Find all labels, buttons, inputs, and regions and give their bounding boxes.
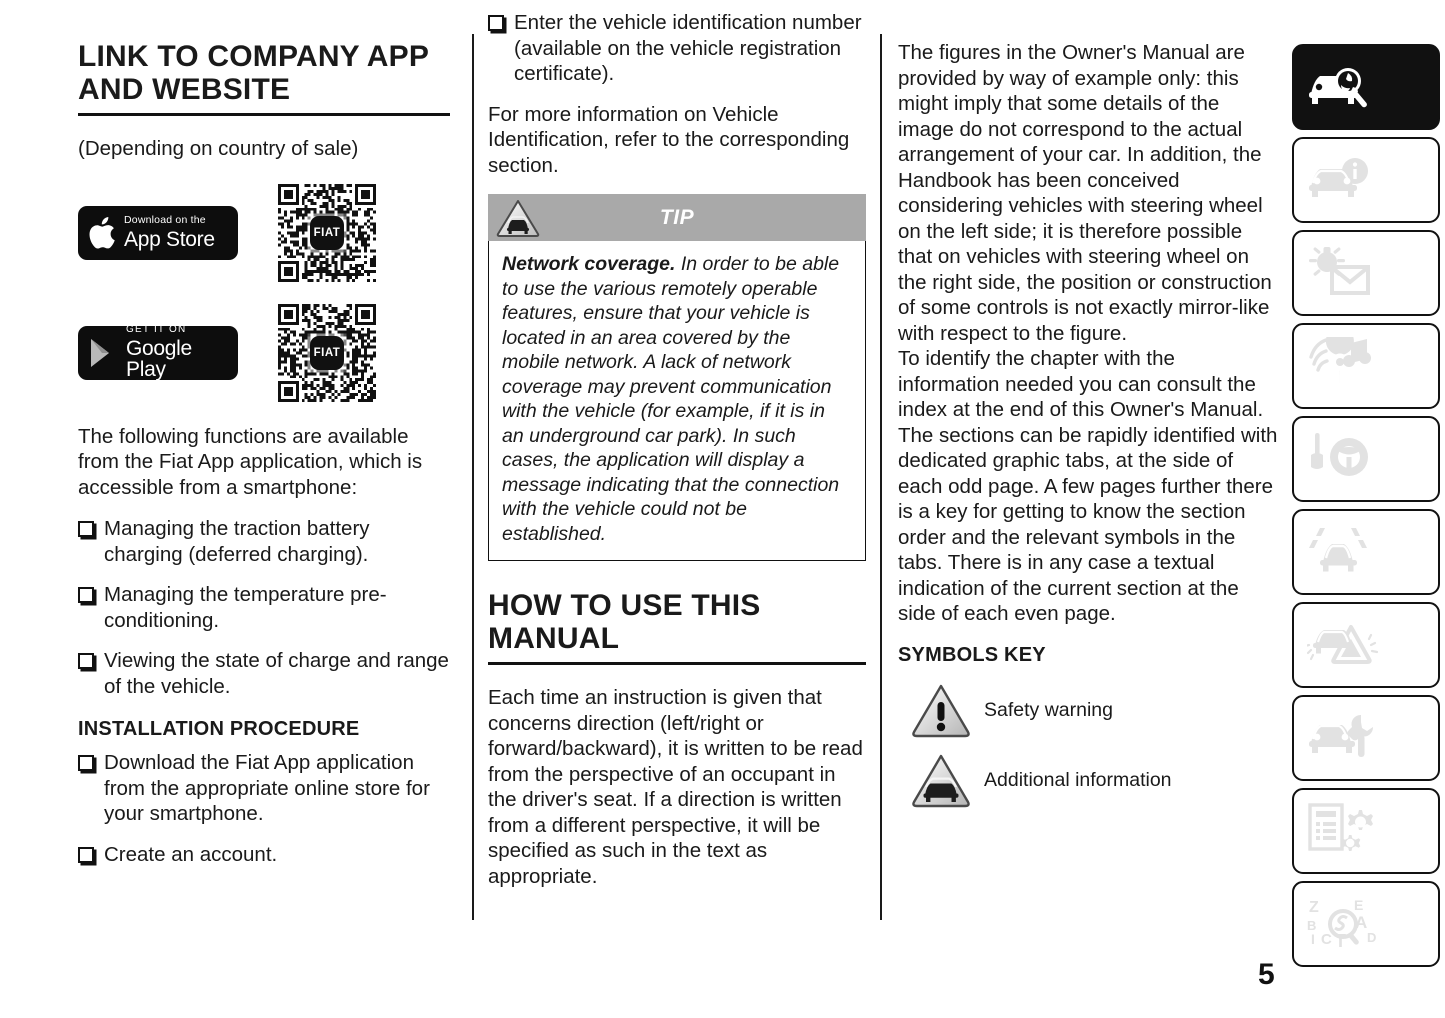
list-item bbox=[78, 750, 450, 827]
title-rule bbox=[78, 113, 450, 116]
svg-text:D: D bbox=[1367, 929, 1377, 945]
tab-emergency[interactable] bbox=[1292, 602, 1440, 688]
square-bullet-icon bbox=[78, 653, 94, 669]
right-column bbox=[898, 40, 1278, 808]
app-store-big: App Store bbox=[124, 227, 215, 251]
car-wrench-icon bbox=[1307, 711, 1381, 766]
vin-step-list bbox=[488, 10, 866, 87]
subtitle: (Depending on country of sale) bbox=[78, 137, 359, 160]
google-play-small: GET IT ON bbox=[126, 324, 187, 335]
page-title: LINK TO COMPANY APP AND WEBSITE bbox=[78, 40, 429, 106]
svg-text:A: A bbox=[1355, 912, 1368, 932]
app-store-small: Download on the bbox=[124, 214, 206, 227]
column-divider-2 bbox=[880, 34, 882, 920]
page-number: 5 bbox=[1258, 958, 1275, 991]
column-divider-1 bbox=[472, 34, 474, 920]
list-item bbox=[78, 842, 450, 868]
functions-list bbox=[78, 516, 450, 699]
left-column bbox=[78, 40, 450, 882]
alphabet-magnifier-icon bbox=[1307, 896, 1397, 953]
svg-text:I: I bbox=[1311, 930, 1315, 947]
square-bullet-icon bbox=[78, 587, 94, 603]
tip-header-bar bbox=[488, 194, 866, 241]
app-store-row bbox=[78, 184, 450, 282]
list-item-label: Create an account. bbox=[104, 842, 278, 866]
car-breakdown-triangle-icon bbox=[1307, 617, 1381, 674]
app-store-qr-code[interactable] bbox=[278, 184, 376, 282]
right-paragraph-1: The figures in the Owner's Manual are provided by way of example only: this might imply that some details of the image do not correspond to the actual arrangement of your car. In addition, the Handbook has been conceived considering vehicles with steering wheel on the left side; it is therefore possible that on vehicles with steering wheel on the right side, the position or construction of some controls is not exactly mirror-like with respect to the figure. bbox=[898, 41, 1272, 345]
tab-driver-assistance[interactable] bbox=[1292, 509, 1440, 595]
list-item-label: Enter the vehicle identification number (available on the vehicle registration certificate). bbox=[514, 11, 862, 85]
app-store-badge[interactable] bbox=[78, 206, 238, 260]
svg-text:Z: Z bbox=[1309, 898, 1319, 916]
google-play-badge[interactable] bbox=[78, 326, 238, 380]
list-item bbox=[78, 648, 450, 699]
google-play-text bbox=[126, 325, 227, 380]
gearstick-steering-wheel-icon bbox=[1307, 431, 1381, 488]
svg-text:C: C bbox=[1321, 930, 1332, 948]
warning-triangle-icon bbox=[898, 682, 984, 738]
lamp-envelope-icon bbox=[1307, 245, 1381, 302]
radio-location-music-icon bbox=[1307, 337, 1381, 396]
square-bullet-icon bbox=[78, 521, 94, 537]
svg-text:T: T bbox=[1335, 930, 1346, 948]
more-info-paragraph: For more information on Vehicle Identification, refer to the corresponding section. bbox=[488, 102, 850, 177]
tab-maintenance-care[interactable] bbox=[1292, 695, 1440, 781]
installation-list bbox=[78, 750, 450, 867]
google-play-big: Google Play bbox=[126, 337, 192, 381]
list-item bbox=[488, 10, 866, 87]
list-item-label: Managing the temperature pre-conditioning. bbox=[104, 583, 387, 632]
square-bullet-icon bbox=[78, 847, 94, 863]
tip-label: TIP bbox=[659, 205, 695, 229]
tab-getting-to-know-vehicle[interactable] bbox=[1292, 44, 1440, 130]
tip-body bbox=[488, 241, 866, 561]
google-play-icon bbox=[89, 338, 117, 368]
tab-infotainment[interactable] bbox=[1292, 323, 1440, 409]
list-item bbox=[78, 582, 450, 633]
symbol-row-additional-information bbox=[898, 752, 1278, 808]
functions-intro: The following functions are available from the Fiat App application, which is accessible from a smartphone: bbox=[78, 424, 423, 499]
apple-icon bbox=[89, 217, 115, 249]
qr-fiat-logo: FIAT bbox=[310, 336, 344, 370]
svg-text:B: B bbox=[1307, 917, 1317, 933]
middle-column bbox=[488, 11, 866, 905]
installation-heading: INSTALLATION PROCEDURE bbox=[78, 718, 360, 740]
car-magnifier-icon bbox=[1307, 60, 1381, 115]
car-info-icon bbox=[1307, 153, 1381, 208]
right-paragraph-3: The sections can be rapidly identified with dedicated graphic tabs, at the side of each odd page. A few pages further there is a key for getting to know the section order and the relevant symbols in the tabs. There is in any case a textual indication of the current section at the side of each even page. bbox=[898, 423, 1278, 625]
tip-lead: Network coverage. bbox=[502, 253, 676, 275]
google-play-row bbox=[78, 304, 450, 402]
manual-heading: HOW TO USE THIS MANUAL bbox=[488, 589, 761, 655]
square-bullet-icon bbox=[78, 755, 94, 771]
tab-technical-specifications[interactable] bbox=[1292, 788, 1440, 874]
qr-fiat-logo: FIAT bbox=[310, 216, 344, 250]
tab-starting-driving[interactable] bbox=[1292, 416, 1440, 502]
list-gears-icon bbox=[1307, 802, 1381, 861]
symbol-label: Additional information bbox=[984, 768, 1172, 791]
manual-paragraph: Each time an instruction is given that concerns direction (left/right or forward/backward), it is written to be read from the perspective of an occupant in the driver's seat. If a direction is written from a different perspective, it will be specified as such in the text as appropriate. bbox=[488, 686, 863, 888]
list-item-label: Managing the traction battery charging (deferred charging). bbox=[104, 517, 370, 566]
list-item-label: Download the Fiat App application from the appropriate online store for your smartphone. bbox=[104, 751, 430, 825]
symbol-row-safety-warning bbox=[898, 682, 1278, 738]
google-play-qr-code[interactable] bbox=[278, 304, 376, 402]
store-badges bbox=[78, 184, 450, 402]
car-triangle-icon bbox=[495, 198, 541, 243]
symbol-label: Safety warning bbox=[984, 698, 1113, 721]
tip-text: In order to be able to use the various remotely operable features, ensure that your vehicle is located in an area covered by the mobile network. A lack of network coverage may prevent communication with the vehicle (for example, if it is in an underground car park). In such cases, the application will display a message indicating that the connection with the vehicle could not be established. bbox=[502, 253, 840, 545]
symbols-key-heading: SYMBOLS KEY bbox=[898, 643, 1046, 666]
tip-paragraph bbox=[502, 252, 852, 546]
list-item-label: Viewing the state of charge and range of the vehicle. bbox=[104, 649, 449, 698]
section-tabs bbox=[1292, 44, 1440, 974]
tab-lights-messages[interactable] bbox=[1292, 230, 1440, 316]
list-item bbox=[78, 516, 450, 567]
square-bullet-icon bbox=[488, 15, 504, 31]
svg-text:E: E bbox=[1354, 896, 1364, 913]
tab-index[interactable] bbox=[1292, 881, 1440, 967]
car-lane-icon bbox=[1307, 524, 1381, 581]
app-store-text bbox=[124, 215, 215, 250]
manual-heading-rule bbox=[488, 662, 866, 665]
car-triangle-icon bbox=[898, 752, 984, 808]
tab-dashboard-info[interactable] bbox=[1292, 137, 1440, 223]
right-paragraph-2: To identify the chapter with the information needed you can consult the index at the end of this Owner's Manual. bbox=[898, 347, 1264, 421]
